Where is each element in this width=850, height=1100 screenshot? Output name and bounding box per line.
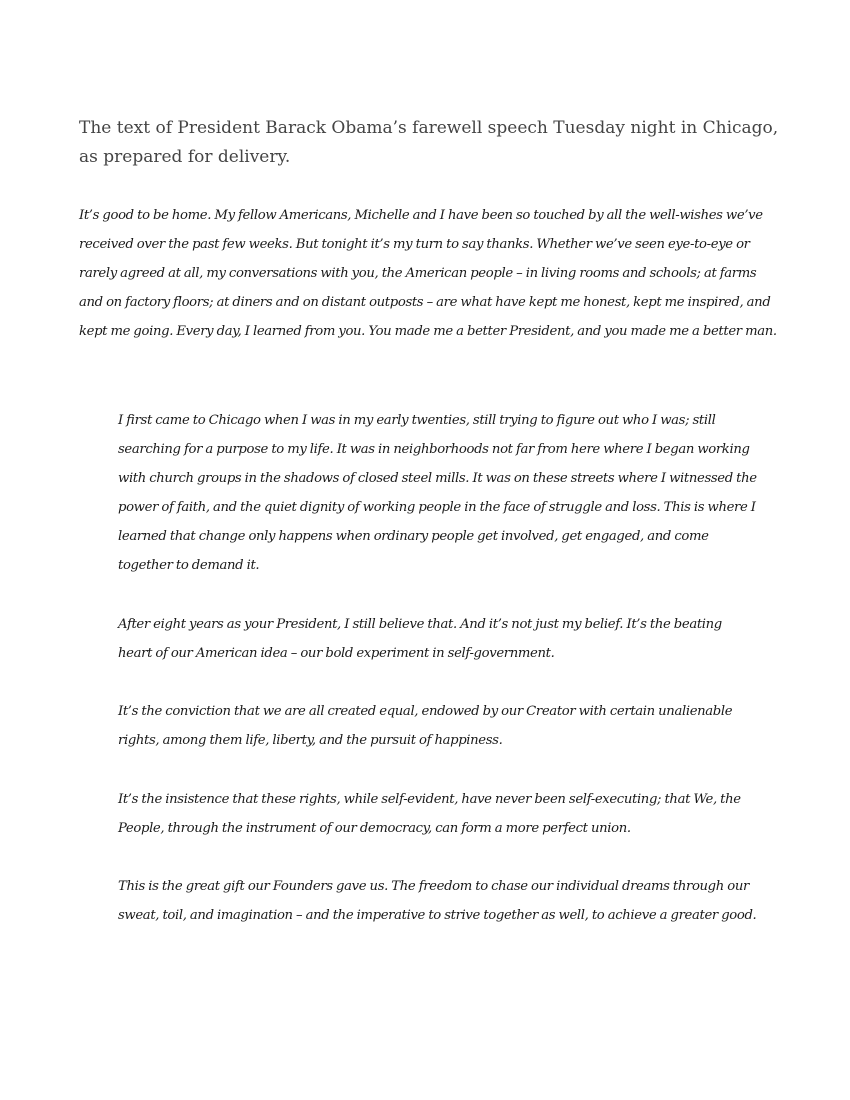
quoted-paragraph: After eight years as your President, I still believe that. And it’s not just my belief. It’s the beating heart of our American idea – our bold experiment in self-government.	[118, 617, 722, 661]
quoted-paragraph: It’s the insistence that these rights, while self-evident, have never been self-executing; that We, the People, through the instrument of our democracy, can form a more perfect union.	[118, 792, 741, 836]
quoted-paragraph: I first came to Chicago when I was in my early twenties, still trying to figure out who I was; still searching for a purpose to my life. It was in neighborhoods not far from here where I began working with church groups in the shadows of closed steel mills. It was on these streets where I witnessed the power of faith, and the quiet dignity of working people in the face of struggle and loss. This is where I learned that change only happens when ordinary people get involved, get engaged, and come together to demand it.	[118, 413, 757, 573]
quoted-paragraph: It’s the conviction that we are all created equal, endowed by our Creator with certain unalienable rights, among them life, liberty, and the pursuit of happiness.	[118, 704, 733, 748]
lead-paragraph: It’s good to be home. My fellow Americans, Michelle and I have been so touched by all the well-wishes we’ve received over the past few weeks. But tonight it’s my turn to say thanks. Whether we’ve seen eye-to-eye or rarely agreed at all, my conversations with you, the American people – in living rooms and schools; at farms and on factory floors; at diners and on distant outposts – are what have kept me honest, kept me inspired, and kept me going. Every day, I learned from you. You made me a better President, and you made me a better man.	[79, 208, 777, 339]
intro-heading: The text of President Barack Obama’s farewell speech Tuesday night in Chicago, as prepared for delivery.	[79, 118, 779, 167]
quoted-paragraph: This is the great gift our Founders gave us. The freedom to chase our individual dreams through our sweat, toil, and imagination – and the imperative to strive together as well, to achieve a greater good.	[118, 879, 757, 923]
